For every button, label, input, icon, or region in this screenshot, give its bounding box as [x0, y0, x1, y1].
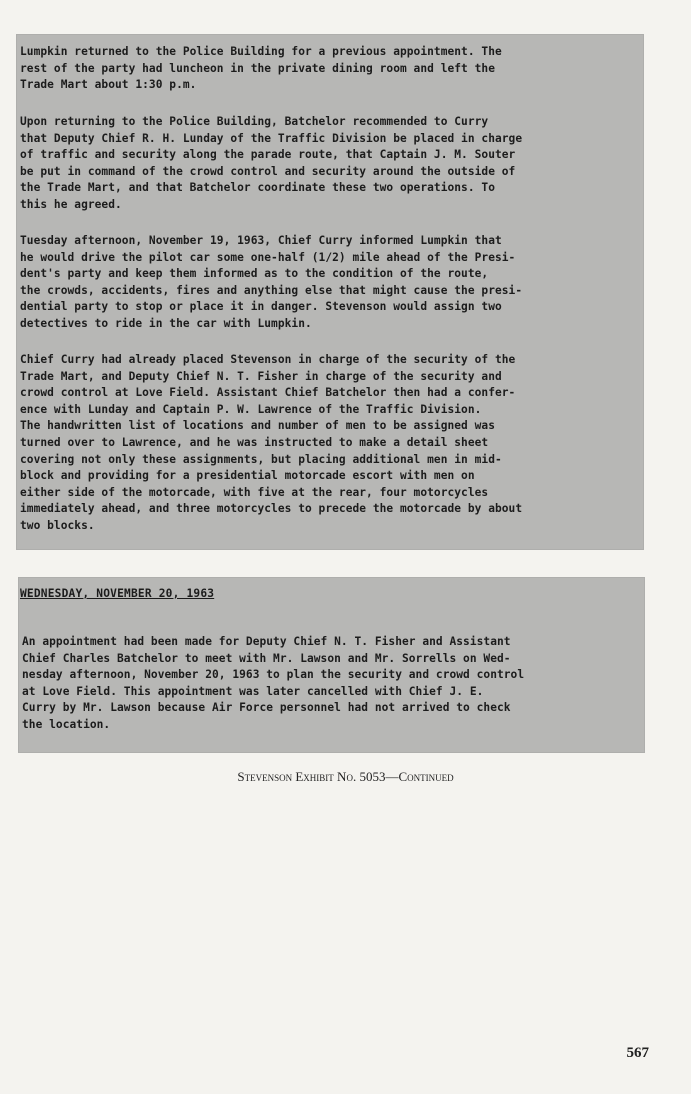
paragraph-tuesday-afternoon: Tuesday afternoon, November 19, 1963, Chief Curry informed Lumpkin that he would drive the pilot car some one-half (1/2) mile ahead of the Presi- dent's party and keep them informed as to the condition of the route, the crowds, accidents, fires and anything else that might cause the presi- dential party to stop or place it in danger. Stevenson would assign two detectives to ride in the car with Lumpkin.: [20, 234, 523, 330]
exhibit-caption: [0, 769, 691, 785]
paragraph-batchelor-recommended: Upon returning to the Police Building, Batchelor recommended to Curry that Deputy Chief R. H. Lunday of the Traffic Division be placed in charge of traffic and security along the parade route, that Captain J. M. Souter be put in command of the crowd control and security around the outside of the Trade Mart, and that Batchelor coordinate these two operations. To this he agreed.: [20, 115, 523, 211]
paragraph-lumpkin-returned: Lumpkin returned to the Police Building for a previous appointment. The rest of the party had luncheon in the private dining room and left the Trade Mart about 1:30 p.m.: [20, 45, 502, 92]
page-number: 567: [626, 1045, 649, 1061]
paragraph-chief-curry-stevenson: Chief Curry had already placed Stevenson in charge of the security of the Trade Mart, and Deputy Chief N. T. Fisher in charge of the security and crowd control at Love Field. Assistant Chief Batchelor then had a confer- ence with Lunday and Captain P. W. Lawrence of the Traffic Division. The handwritten list of locations and number of men to be assigned was turned over to Lawrence, and he was instructed to make a detail sheet covering not only these assignments, but placing additional men in mid- block and providing for a presidential motorcade escort with men on either side of the motorcade, with five at the rear, four motorcycles immediately ahead, and three motorcycles to precede the motorcade by about two blocks.: [20, 353, 523, 532]
date-heading: WEDNESDAY, NOVEMBER 20, 1963: [20, 587, 215, 600]
exhibit-caption-text: Stevenson Exhibit No. 5053—Continued: [237, 769, 454, 784]
paragraph-appointment-cancelled: An appointment had been made for Deputy Chief N. T. Fisher and Assistant Chief Charles Batchelor to meet with Mr. Lawson and Mr. Sorrells on Wed- nesday afternoon, November 20, 1963 to plan the security and crowd control at Love Field. This appointment was later cancelled with Chief J. E. Curry by Mr. Lawson because Air Force personnel had not arrived to check the location.: [22, 635, 525, 731]
photostat-block-upper: [16, 34, 644, 550]
photostat-block-lower: [18, 577, 645, 753]
